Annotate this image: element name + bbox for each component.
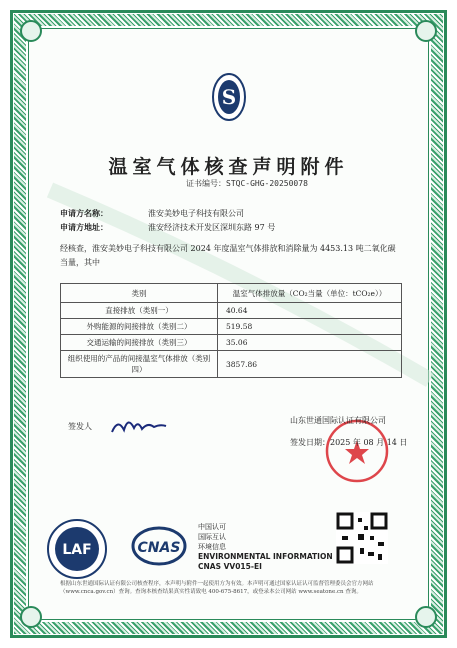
- corner-ornament: [415, 606, 437, 628]
- applicant-name-value: 淮安美妙电子科技有限公司: [148, 209, 244, 218]
- row-category: 外购能源的间接排放（类别二）: [61, 319, 218, 335]
- cnas-logo-icon: [128, 524, 190, 572]
- document-title: 温室气体核查声明附件: [108, 156, 349, 178]
- qr-code-icon: [336, 512, 388, 564]
- row-value: 3857.86: [218, 351, 402, 378]
- ilac-mra-logo-icon: [46, 518, 108, 580]
- table-header-row: [61, 284, 402, 303]
- svg-text:S: S: [221, 85, 237, 109]
- svg-text:CNAS: CNAS: [137, 540, 181, 556]
- table-row: [61, 319, 402, 335]
- accreditation-text: 中国认可 国际互认 环境信息 ENVIRONMENTAL INFORMATION CNAS VV015-EI: [198, 523, 333, 571]
- applicant-address-value: 淮安经济技术开发区深圳东路 97 号: [148, 223, 276, 232]
- certificate-number: 证书编号：STQC-GHG-20250078: [186, 179, 308, 188]
- table-row: [61, 303, 402, 319]
- footer-note: 根据山东世通国际认证有限公司核查程序，本声明与附件一起使用方为有效。本声明可通过国家认证认可监督管理委员会官方网站（www.cnca.gov.cn）查询。查询本核查结果真实性请致电 400-675-8617，或登录本公司网站 www.seatone.cn 查询。: [60, 581, 374, 595]
- emissions-table: [60, 283, 402, 378]
- table-header-emissions: 温室气体排放量（CO₂当量（单位：tCO₂e））: [218, 284, 402, 303]
- corner-ornament: [20, 20, 42, 42]
- row-category: 直接排放（类别一）: [61, 303, 218, 319]
- verification-statement: 经核查，淮安美妙电子科技有限公司 2024 年度温室气体排放和消除量为 4453.13 吨二氧化碳当量，其中: [60, 244, 396, 267]
- applicant-name: 申请方名称：: [60, 208, 108, 218]
- row-category: 交通运输的间接排放（类别三）: [61, 335, 218, 351]
- table-row: [61, 335, 402, 351]
- table-row: [61, 351, 402, 378]
- row-value: 35.06: [218, 335, 402, 351]
- applicant-address: 申请方地址：: [60, 222, 108, 232]
- corner-ornament: [20, 606, 42, 628]
- row-value: 519.58: [218, 319, 402, 335]
- corner-ornament: [415, 20, 437, 42]
- signer-label: 签发人: [68, 422, 92, 431]
- seatone-logo-icon: [211, 72, 247, 122]
- accreditation-badges: [46, 518, 346, 578]
- svg-text:LAF: LAF: [62, 542, 92, 558]
- issue-date: 签发日期：2025 年 08 月 14 日: [290, 438, 408, 447]
- handwritten-signature: [108, 410, 168, 440]
- official-seal-stamp: [324, 418, 390, 484]
- issuer-name: 山东世通国际认证有限公司: [290, 416, 386, 425]
- table-header-category: 类别: [61, 284, 218, 303]
- row-value: 40.64: [218, 303, 402, 319]
- row-category: 组织使用的产品的间接温室气体排放（类别四）: [61, 351, 218, 378]
